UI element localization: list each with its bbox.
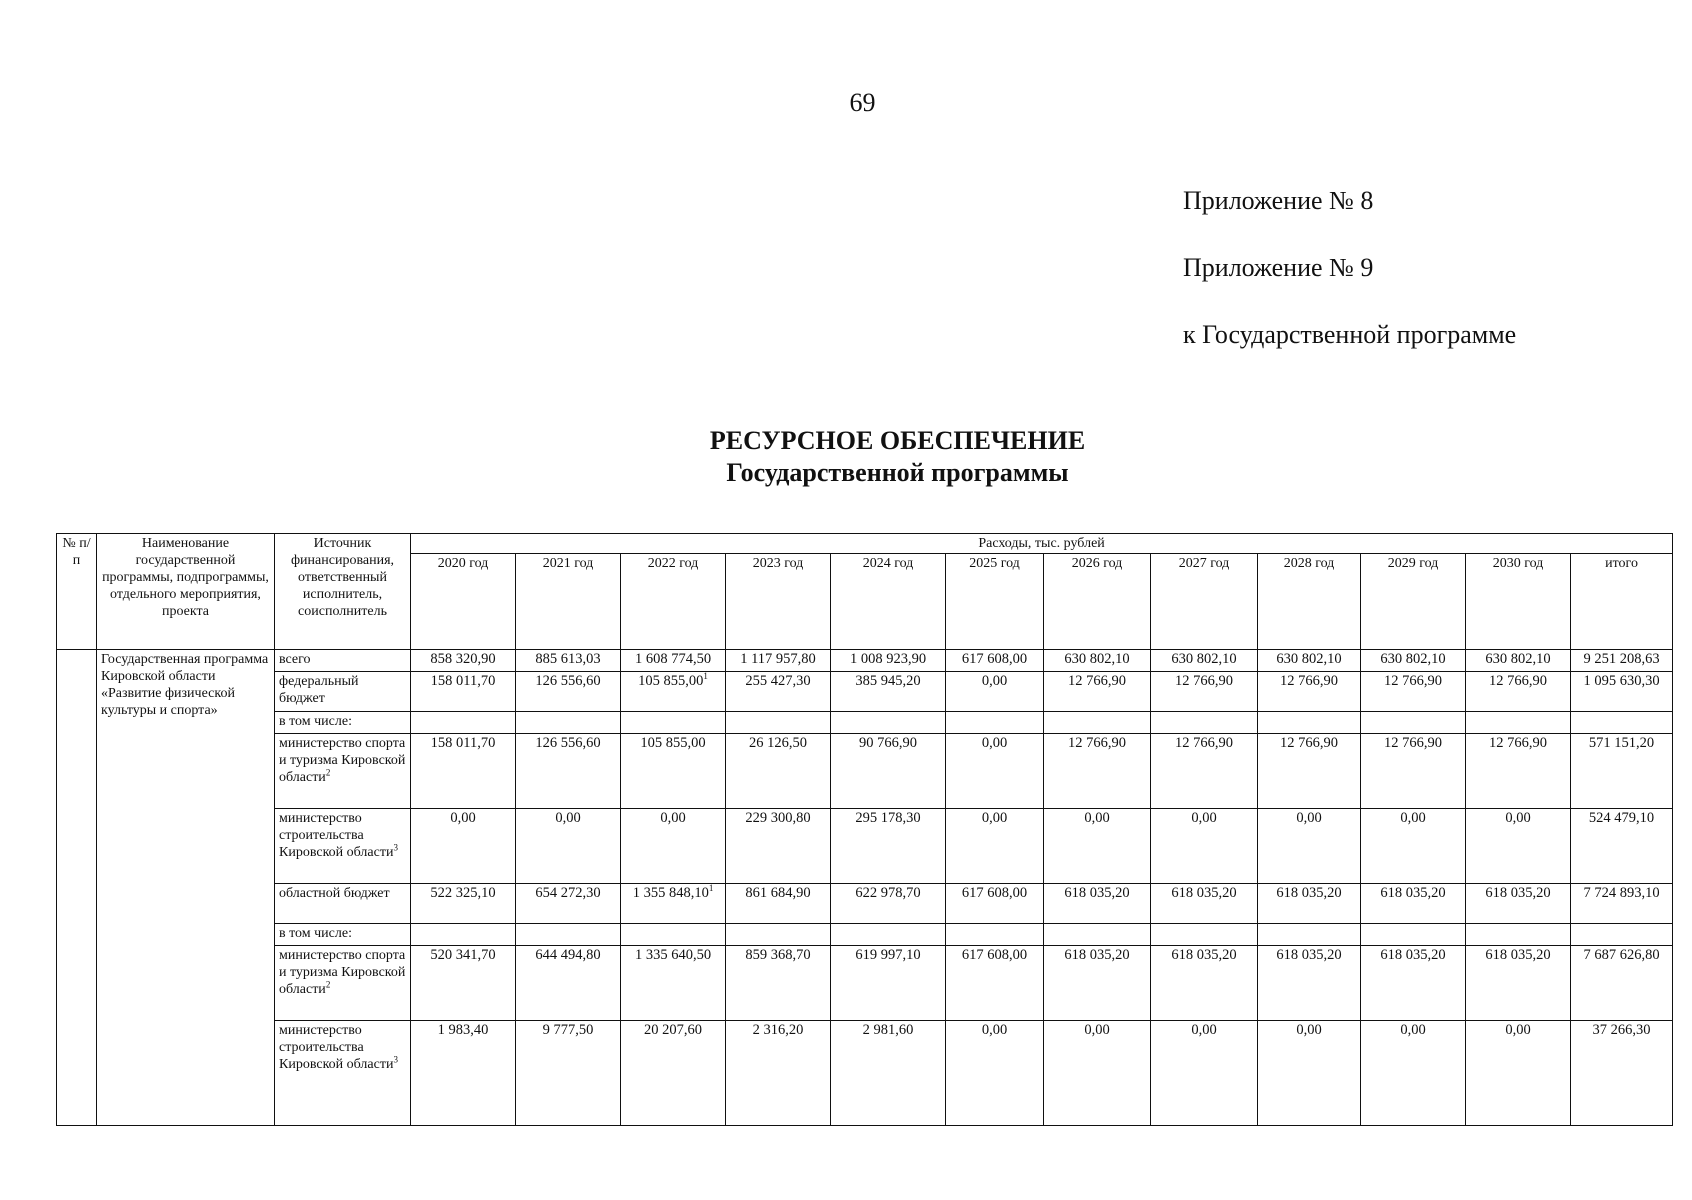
value-text: 618 035,20 [1380, 947, 1446, 963]
value-text: 1 095 630,30 [1583, 673, 1660, 689]
value-text: 0,00 [981, 810, 1008, 826]
value-cell [1466, 884, 1571, 924]
value-cell [726, 809, 831, 884]
source-cell [275, 924, 411, 946]
value-text: 1 355 848,10 [632, 885, 709, 901]
value-cell [621, 672, 726, 712]
value-cell [1571, 884, 1673, 924]
value-cell [411, 672, 516, 712]
value-text: 126 556,60 [535, 735, 601, 751]
footnote-mark: 3 [393, 842, 398, 853]
footnote-mark: 2 [325, 979, 331, 990]
value-cell [1044, 809, 1151, 884]
value-text: 0,00 [1400, 1022, 1426, 1038]
value-text: 630 802,10 [1380, 651, 1446, 667]
value-text: 0,00 [1505, 810, 1531, 826]
value-cell [946, 650, 1044, 672]
source-cell [275, 734, 411, 809]
value-text: 617 608,00 [961, 947, 1028, 963]
source-text: министерство спорта и туризма Кировской области [279, 948, 406, 997]
value-cell [726, 924, 831, 946]
value-text: 126 556,60 [535, 673, 601, 689]
value-text: 0,00 [1505, 1022, 1531, 1038]
value-cell [831, 650, 946, 672]
value-text: 0,00 [981, 735, 1008, 751]
value-cell [1571, 734, 1673, 809]
header-year: 2023 год [726, 554, 831, 650]
value-cell [411, 924, 516, 946]
source-text: министерство строительства Кировской области [279, 1023, 394, 1072]
value-text: 522 325,10 [430, 885, 496, 901]
value-text: 2 316,20 [752, 1022, 804, 1038]
value-cell [946, 734, 1044, 809]
value-text: 7 724 893,10 [1583, 885, 1660, 901]
value-cell [516, 884, 621, 924]
value-text: 105 855,00 [640, 735, 706, 751]
value-cell [516, 672, 621, 712]
value-text: 644 494,80 [535, 947, 601, 963]
value-cell [1466, 1021, 1571, 1126]
value-text: 26 126,50 [749, 735, 807, 751]
value-text: 12 766,90 [1175, 673, 1233, 689]
value-cell [621, 650, 726, 672]
value-cell [1151, 650, 1258, 672]
value-cell [946, 884, 1044, 924]
annex-line-2: Приложение № 9 [1183, 253, 1374, 282]
value-text: 255 427,30 [745, 673, 811, 689]
value-text: 0,00 [1084, 1022, 1110, 1038]
source-cell [275, 809, 411, 884]
source-text: министерство строительства Кировской области [279, 811, 394, 860]
value-cell [621, 884, 726, 924]
value-cell [1571, 672, 1673, 712]
value-cell [831, 884, 946, 924]
value-cell [1571, 809, 1673, 884]
header-year: 2029 год [1361, 554, 1466, 650]
value-cell [1151, 734, 1258, 809]
resource-table [56, 533, 1673, 1126]
value-text: 12 766,90 [1175, 735, 1233, 751]
value-text: 618 035,20 [1276, 947, 1342, 963]
table-row [57, 884, 1673, 924]
header-year: 2028 год [1258, 554, 1361, 650]
value-cell [1258, 1021, 1361, 1126]
source-text: всего [279, 652, 311, 667]
value-cell [1571, 924, 1673, 946]
value-cell [1258, 650, 1361, 672]
header-year: 2022 год [621, 554, 726, 650]
header-name: Наименование государственной программы, подпрограммы, отдельного мероприятия, проекта [97, 534, 275, 650]
annex-line-1: Приложение № 8 [1183, 186, 1374, 215]
value-cell [516, 650, 621, 672]
value-text: 618 035,20 [1485, 885, 1551, 901]
source-text: федеральный бюджет [279, 674, 359, 706]
value-cell [1571, 650, 1673, 672]
source-text: в том числе: [279, 714, 352, 729]
source-cell [275, 712, 411, 734]
value-cell [1571, 1021, 1673, 1126]
value-text: 524 479,10 [1588, 810, 1655, 826]
value-text: 0,00 [1191, 1022, 1217, 1038]
value-text: 105 855,00 [638, 673, 704, 689]
value-text: 385 945,20 [855, 673, 921, 689]
value-cell [411, 734, 516, 809]
value-text: 12 766,90 [1489, 735, 1547, 751]
value-cell [831, 734, 946, 809]
value-text: 619 997,10 [855, 947, 921, 963]
row-number-cell [57, 650, 97, 1126]
value-text: 295 178,30 [855, 810, 921, 826]
value-cell [516, 734, 621, 809]
source-cell [275, 946, 411, 1021]
value-cell [411, 1021, 516, 1126]
value-cell [946, 946, 1044, 1021]
value-cell [1361, 946, 1466, 1021]
value-cell [1151, 809, 1258, 884]
value-text: 1 608 774,50 [634, 651, 712, 667]
value-text: 1 117 957,80 [740, 651, 816, 667]
value-cell [1258, 884, 1361, 924]
value-text: 571 151,20 [1588, 735, 1655, 751]
value-cell [726, 946, 831, 1021]
value-cell [1466, 712, 1571, 734]
header-year: 2027 год [1151, 554, 1258, 650]
value-cell [411, 884, 516, 924]
value-cell [946, 809, 1044, 884]
value-text: 158 011,70 [430, 735, 496, 751]
value-cell [1044, 946, 1151, 1021]
value-cell [726, 650, 831, 672]
value-cell [1151, 884, 1258, 924]
value-text: 0,00 [555, 810, 581, 826]
value-cell [1361, 884, 1466, 924]
footnote-mark: 3 [393, 1054, 398, 1065]
value-cell [726, 1021, 831, 1126]
value-cell [831, 672, 946, 712]
value-cell [1044, 1021, 1151, 1126]
value-cell [1044, 672, 1151, 712]
value-text: 618 035,20 [1064, 885, 1130, 901]
value-text: 520 341,70 [430, 947, 496, 963]
value-text: 12 766,90 [1068, 673, 1126, 689]
header-year: 2020 год [411, 554, 516, 650]
value-text: 12 766,90 [1489, 673, 1547, 689]
value-text: 0,00 [1191, 810, 1217, 826]
value-cell [831, 712, 946, 734]
source-cell [275, 650, 411, 672]
value-text: 618 035,20 [1171, 885, 1237, 901]
value-text: 0,00 [981, 673, 1008, 689]
value-cell [726, 734, 831, 809]
value-text: 630 802,10 [1064, 651, 1130, 667]
value-text: 12 766,90 [1384, 735, 1442, 751]
value-cell [1044, 884, 1151, 924]
value-cell [411, 712, 516, 734]
value-cell [516, 712, 621, 734]
table-body [57, 650, 1673, 1126]
program-name-cell: Государственная программа Кировской области «Развитие физической культуры и спорта» [97, 650, 275, 1126]
header-year: 2021 год [516, 554, 621, 650]
value-cell [831, 924, 946, 946]
source-text: министерство спорта и туризма Кировской области [279, 736, 406, 785]
value-cell [1258, 672, 1361, 712]
source-text: в том числе: [279, 926, 352, 941]
value-text: 12 766,90 [1280, 735, 1338, 751]
value-text: 630 802,10 [1171, 651, 1237, 667]
value-cell [946, 712, 1044, 734]
annex-block [1183, 188, 1516, 389]
value-text: 158 011,70 [430, 673, 496, 689]
value-text: 229 300,80 [745, 810, 811, 826]
value-cell [1258, 946, 1361, 1021]
value-text: 0,00 [450, 810, 476, 826]
value-text: 9 777,50 [542, 1022, 594, 1038]
value-text: 2 981,60 [862, 1022, 914, 1038]
value-cell [1466, 946, 1571, 1021]
annex-line-3: к Государственной программе [1183, 320, 1517, 349]
document-title [0, 425, 1692, 489]
value-cell [1571, 712, 1673, 734]
value-cell [516, 924, 621, 946]
footnote-mark: 2 [325, 767, 331, 778]
table-row [57, 650, 1673, 672]
value-text: 9 251 208,63 [1583, 651, 1660, 667]
value-text: 859 368,70 [745, 947, 811, 963]
value-cell [1466, 672, 1571, 712]
value-text: 617 608,00 [961, 885, 1028, 901]
value-cell [1258, 809, 1361, 884]
value-text: 12 766,90 [1068, 735, 1126, 751]
footnote-mark: 1 [703, 671, 708, 682]
value-text: 0,00 [1296, 1022, 1322, 1038]
value-text: 618 035,20 [1276, 885, 1342, 901]
value-cell [1151, 946, 1258, 1021]
value-cell [516, 809, 621, 884]
value-text: 654 272,30 [535, 885, 601, 901]
header-expenses: Расходы, тыс. рублей [411, 534, 1673, 554]
value-text: 12 766,90 [1280, 673, 1338, 689]
value-text: 37 266,30 [1592, 1022, 1651, 1038]
value-text: 20 207,60 [644, 1022, 702, 1038]
value-text: 12 766,90 [1384, 673, 1442, 689]
title-main: РЕСУРСНОЕ ОБЕСПЕЧЕНИЕ [709, 426, 1086, 455]
value-cell [1361, 672, 1466, 712]
value-cell [1361, 924, 1466, 946]
value-cell [1466, 734, 1571, 809]
value-cell [1151, 924, 1258, 946]
table-row [57, 924, 1673, 946]
value-cell [1258, 712, 1361, 734]
title-sub: Государственной программы [726, 458, 1069, 487]
value-cell [1151, 712, 1258, 734]
header-year: 2024 год [831, 554, 946, 650]
header-year: 2030 год [1466, 554, 1571, 650]
value-cell [1258, 924, 1361, 946]
source-cell [275, 884, 411, 924]
value-cell [946, 672, 1044, 712]
header-year: 2026 год [1044, 554, 1151, 650]
table-row [57, 946, 1673, 1021]
value-cell [1361, 734, 1466, 809]
page-number: 69 [849, 88, 876, 117]
source-text: областной бюджет [279, 886, 390, 901]
value-cell [1151, 1021, 1258, 1126]
header-year: 2025 год [946, 554, 1044, 650]
value-text: 0,00 [981, 1022, 1008, 1038]
value-cell [1258, 734, 1361, 809]
value-cell [946, 924, 1044, 946]
value-text: 618 035,20 [1485, 947, 1551, 963]
value-text: 0,00 [1084, 810, 1110, 826]
value-cell [621, 924, 726, 946]
value-text: 0,00 [660, 810, 686, 826]
value-cell [621, 1021, 726, 1126]
value-cell [1466, 924, 1571, 946]
value-cell [1571, 946, 1673, 1021]
value-cell [516, 946, 621, 1021]
value-cell [621, 946, 726, 1021]
value-cell [1361, 712, 1466, 734]
value-text: 622 978,70 [855, 885, 921, 901]
value-cell [831, 946, 946, 1021]
value-cell [726, 884, 831, 924]
header-num: № п/п [57, 534, 97, 650]
value-text: 90 766,90 [859, 735, 917, 751]
value-text: 858 320,90 [430, 651, 496, 667]
value-text: 618 035,20 [1064, 947, 1130, 963]
table-row [57, 672, 1673, 712]
value-cell [831, 809, 946, 884]
value-cell [621, 809, 726, 884]
source-cell [275, 672, 411, 712]
value-cell [1361, 809, 1466, 884]
value-cell [411, 946, 516, 1021]
value-text: 861 684,90 [745, 885, 811, 901]
source-cell [275, 1021, 411, 1126]
value-text: 618 035,20 [1171, 947, 1237, 963]
value-cell [726, 712, 831, 734]
table-row [57, 734, 1673, 809]
value-text: 7 687 626,80 [1583, 947, 1660, 963]
value-text: 885 613,03 [535, 651, 601, 667]
value-text: 618 035,20 [1380, 885, 1446, 901]
value-cell [1151, 672, 1258, 712]
value-cell [621, 712, 726, 734]
header-year: итого [1571, 554, 1673, 650]
value-text: 630 802,10 [1485, 651, 1551, 667]
value-text: 630 802,10 [1276, 651, 1342, 667]
table-row [57, 809, 1673, 884]
value-cell [516, 1021, 621, 1126]
value-cell [1361, 1021, 1466, 1126]
value-text: 0,00 [1400, 810, 1426, 826]
value-text: 1 008 923,90 [849, 651, 927, 667]
value-cell [621, 734, 726, 809]
value-text: 0,00 [1296, 810, 1322, 826]
table-row [57, 712, 1673, 734]
value-cell [1044, 650, 1151, 672]
value-text: 1 983,40 [437, 1022, 489, 1038]
value-cell [1044, 924, 1151, 946]
value-cell [411, 650, 516, 672]
value-cell [411, 809, 516, 884]
value-cell [831, 1021, 946, 1126]
value-cell [1466, 650, 1571, 672]
value-cell [1044, 712, 1151, 734]
header-source: Источник финансирования, ответственный исполнитель, соисполнитель [275, 534, 411, 650]
table-row [57, 1021, 1673, 1126]
value-cell [946, 1021, 1044, 1126]
value-text: 617 608,00 [961, 651, 1028, 667]
value-text: 1 335 640,50 [634, 947, 712, 963]
value-cell [1361, 650, 1466, 672]
value-cell [1466, 809, 1571, 884]
value-cell [726, 672, 831, 712]
value-cell [1044, 734, 1151, 809]
footnote-mark: 1 [708, 883, 714, 894]
